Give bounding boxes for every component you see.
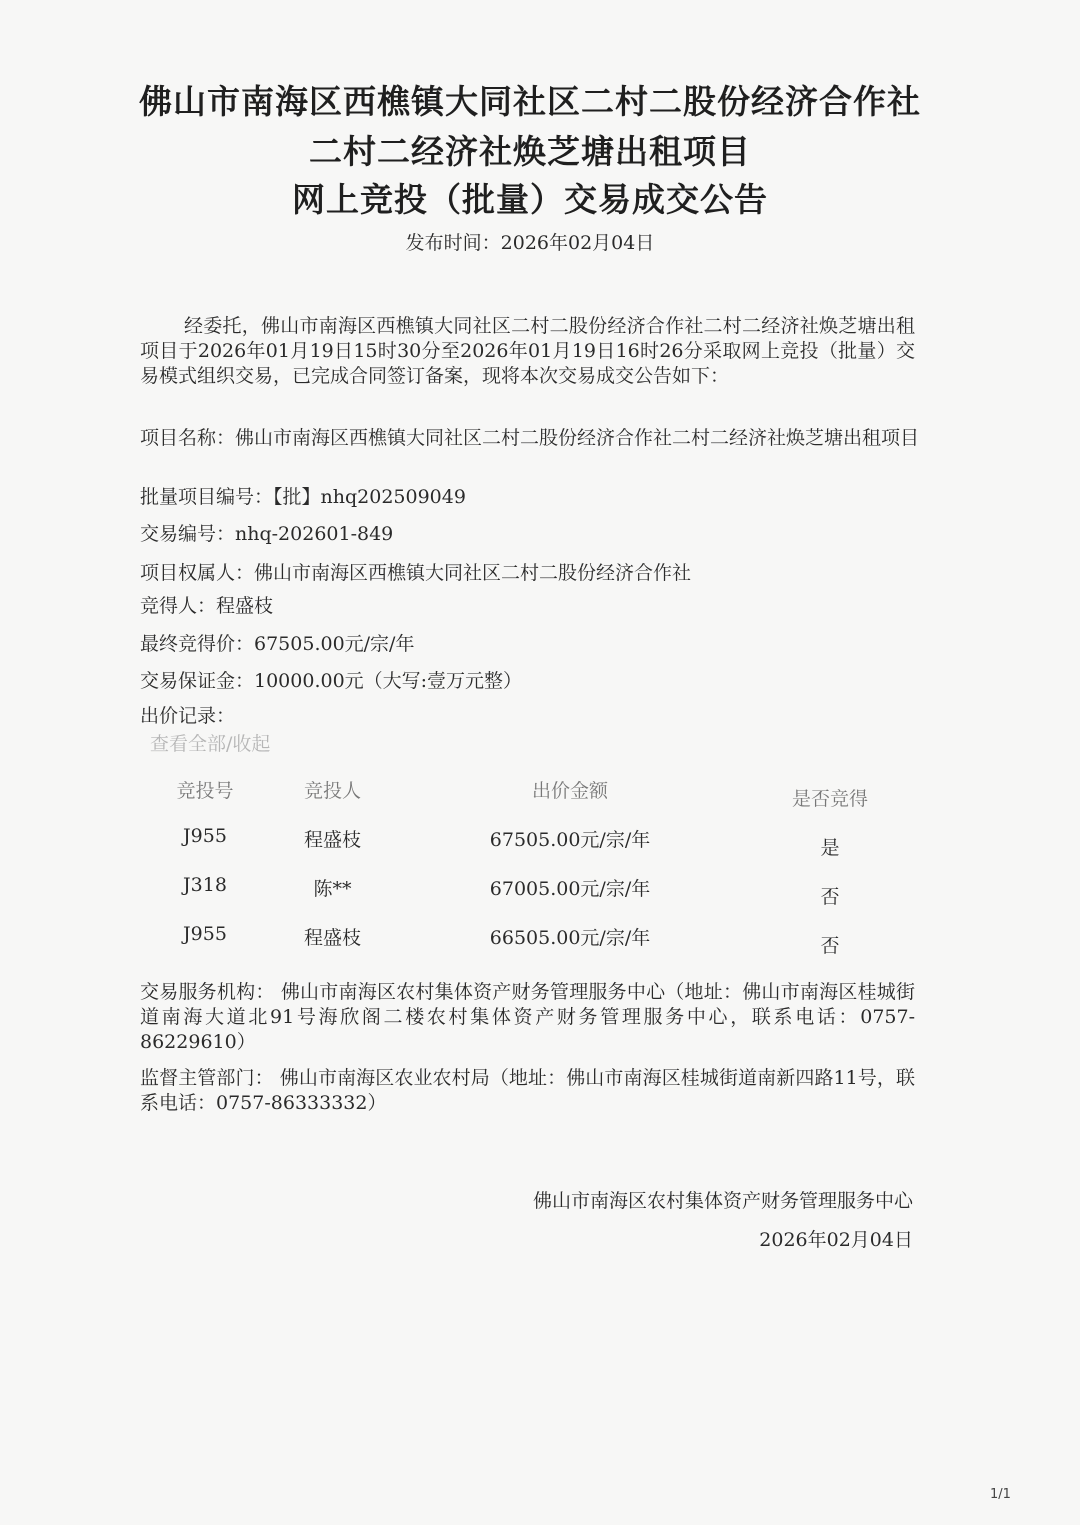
table-row: [140, 923, 920, 972]
bid-number: J318: [183, 874, 227, 896]
header-bidder: 竞投人: [303, 780, 361, 802]
signature-date: 2026年02月04日: [759, 1229, 913, 1251]
view-all-collapse-link[interactable]: 查看全部/收起: [150, 733, 271, 755]
supervising-department: 监督主管部门： 佛山市南海区农业农村局（地址：佛山市南海区桂城街道南新四路11号，联系电话：0757-86333332）: [140, 1067, 915, 1114]
publish-time: 发布时间：2026年02月04日: [405, 232, 655, 254]
bid-amount: 67505.00元/宗/年: [489, 829, 651, 851]
bid-record-table: [140, 776, 920, 972]
header-bid-amount: 出价金额: [531, 780, 608, 802]
won-status: 否: [820, 886, 840, 908]
table-header-row: [140, 776, 920, 825]
table-row: [140, 874, 920, 923]
signature-organization: 佛山市南海区农村集体资产财务管理服务中心: [532, 1190, 913, 1212]
won-status: 否: [820, 935, 840, 957]
title-line-1: 佛山市南海区西樵镇大同社区二村二股份经济合作社: [139, 82, 921, 121]
project-name: 项目名称：佛山市南海区西樵镇大同社区二村二股份经济合作社二村二经济社焕芝塘出租项目: [140, 427, 920, 449]
bidder: 陈**: [313, 878, 352, 900]
bidder: 程盛枝: [303, 927, 361, 949]
title-line-2: 二村二经济社焕芝塘出租项目: [309, 132, 751, 171]
bid-number: J955: [183, 923, 227, 945]
header-won: 是否竞得: [791, 788, 868, 810]
deposit: 交易保证金：10000.00元（大写:壹万元整）: [140, 670, 523, 692]
bid-record-label: 出价记录：: [140, 705, 236, 727]
title-line-3: 网上竞投（批量）交易成交公告: [292, 180, 768, 219]
winner: 竞得人：程盛枝: [140, 595, 274, 617]
table-row: [140, 825, 920, 874]
bidder: 程盛枝: [303, 829, 361, 851]
bid-amount: 67005.00元/宗/年: [489, 878, 651, 900]
bid-amount: 66505.00元/宗/年: [489, 927, 651, 949]
trade-number: 交易编号：nhq-202601-849: [140, 523, 394, 545]
final-price: 最终竞得价：67505.00元/宗/年: [140, 633, 415, 655]
intro-paragraph: 经委托，佛山市南海区西樵镇大同社区二村二股份经济合作社二村二经济社焕芝塘出租项目于2026年01月19日15时30分至2026年01月19日16时26分采取网上竞投（批量）交易模式组织交易，已完成合同签订备案，现将本次交易成交公告如下：: [140, 315, 915, 387]
won-status: 是: [820, 837, 840, 859]
page-number: 1/1: [990, 1487, 1011, 1502]
service-organization: 交易服务机构： 佛山市南海区农村集体资产财务管理服务中心（地址：佛山市南海区桂城街道南海大道北91号海欣阁二楼农村集体资产财务管理服务中心，联系电话：0757-86229610）: [140, 981, 915, 1053]
batch-project-number: 批量项目编号：【批】nhq202509049: [140, 486, 466, 508]
bid-number: J955: [183, 825, 227, 847]
project-owner: 项目权属人：佛山市南海区西樵镇大同社区二村二股份经济合作社: [140, 562, 692, 584]
header-bid-number: 竞投号: [176, 780, 234, 802]
